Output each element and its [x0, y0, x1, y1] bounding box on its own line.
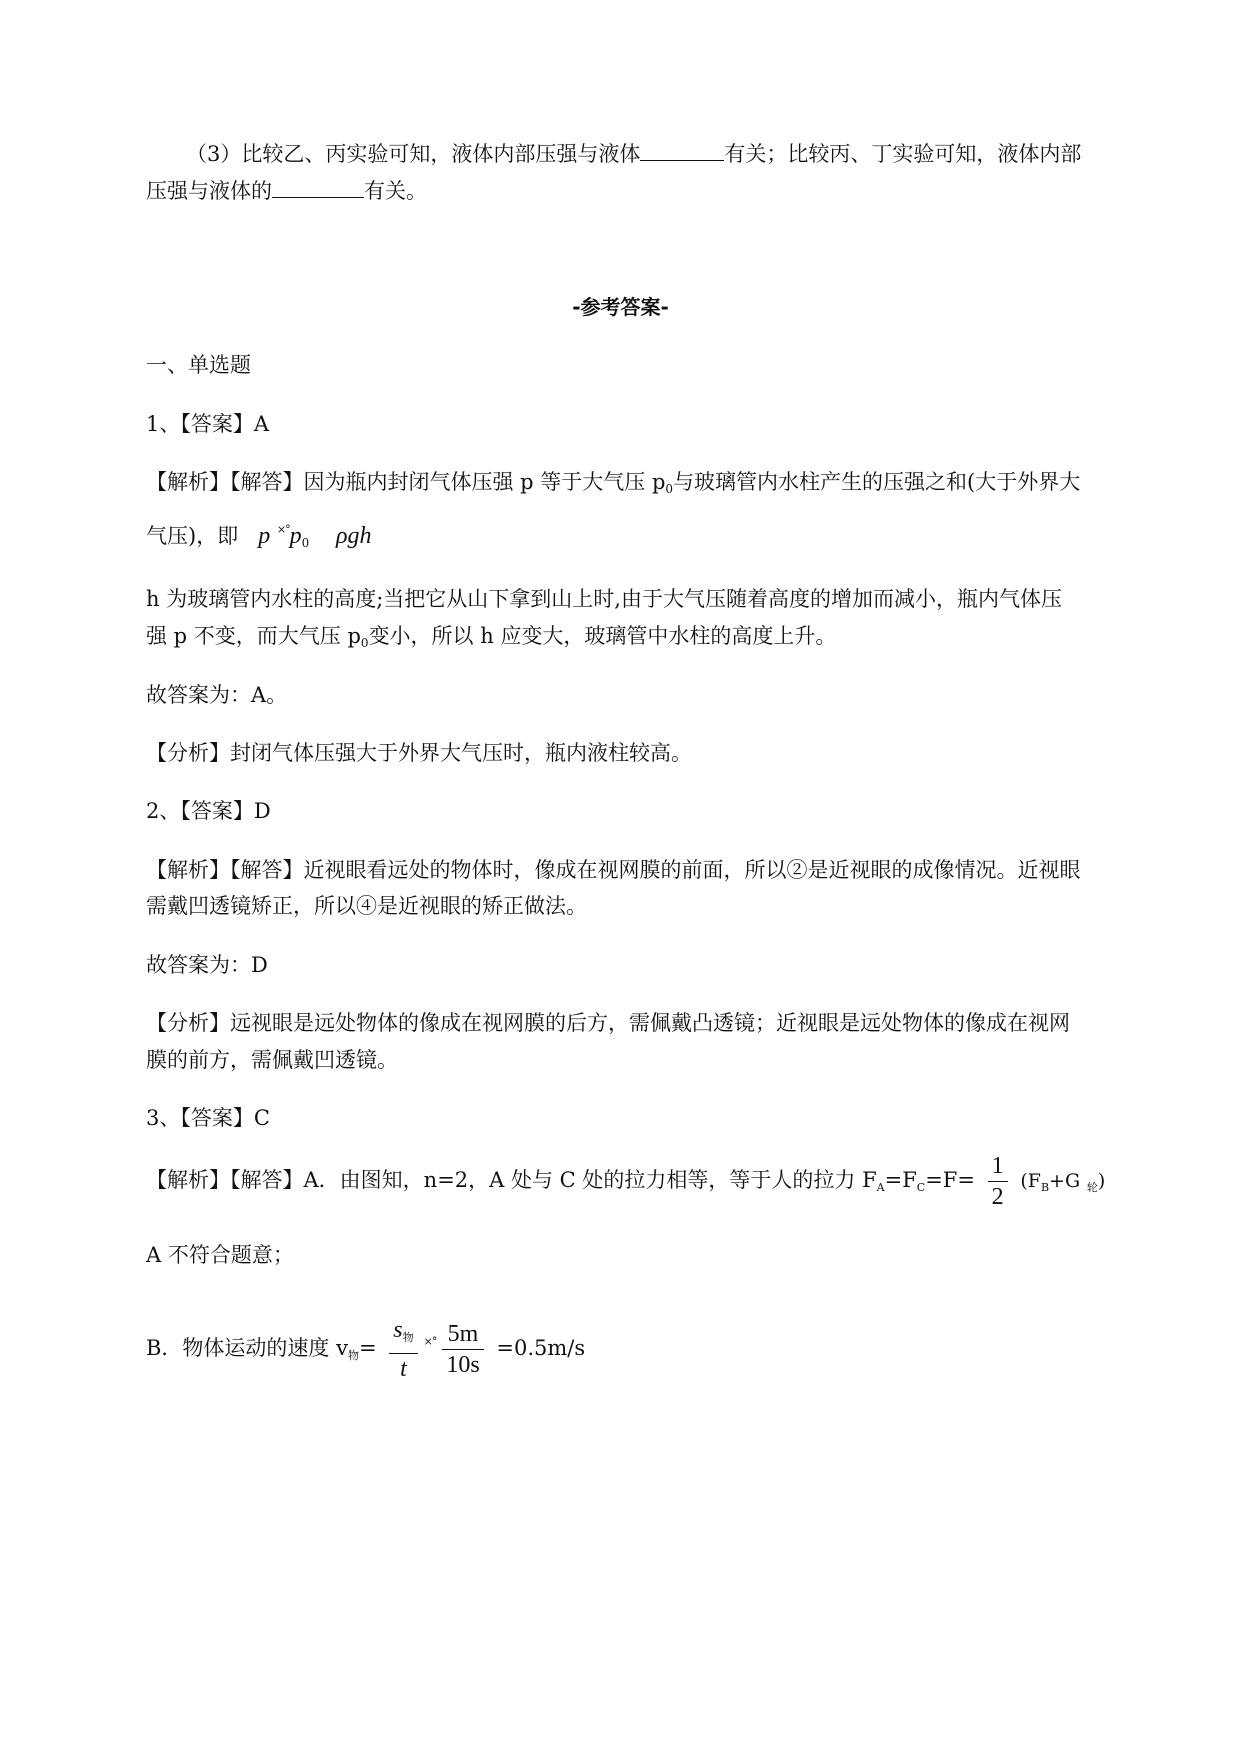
question-3-line-1 — [186, 138, 1081, 169]
fraction-denominator: t — [389, 1353, 417, 1384]
explanation-text: B．物体运动的速度 v — [146, 1336, 348, 1360]
answer-2-explanation-line-1: 【解析】【解答】近视眼看远处的物体时，像成在视网膜的前面，所以②是近视眼的成像情况。近视眼 — [146, 858, 1081, 882]
answer-1-explanation-line-1 — [146, 467, 1080, 504]
question-3-text: 有关；比较丙、丁实验可知，液体内部 — [724, 142, 1082, 166]
answer-3-explanation-line-1 — [146, 1148, 1105, 1220]
answer-blank[interactable] — [272, 175, 364, 198]
question-3-text: 有关。 — [364, 179, 427, 203]
formula-glyph: ×° — [276, 523, 290, 536]
question-3-text: （3）比较乙、丙实验可知，液体内部压强与液体 — [186, 142, 641, 166]
fraction-denominator: 10s — [442, 1349, 483, 1380]
answer-1-explanation-line-3: h 为玻璃管内水柱的高度;当把它从山下拿到山上时,由于大气压随着高度的增加而减小，瓶内气体压 — [146, 587, 1062, 611]
section-title: 一、单选题 — [146, 353, 251, 377]
answer-1-formula-line — [146, 515, 372, 558]
subscript: 0 — [665, 482, 674, 496]
formula-glyph: ×° — [423, 1335, 437, 1348]
answer-2-analysis-line-2: 膜的前方，需佩戴凹透镜。 — [146, 1048, 398, 1072]
answer-1-analysis: 【分析】封闭气体压强大于外界大气压时，瓶内液柱较高。 — [146, 741, 692, 765]
subscript: 物 — [402, 1332, 414, 1344]
explanation-text: 【解析】【解答】因为瓶内封闭气体压强 p 等于大气压 p — [146, 470, 666, 494]
answer-3-a-conclusion: A 不符合题意； — [146, 1243, 294, 1267]
explanation-text: 变小，所以 h 应变大，玻璃管中水柱的高度上升。 — [368, 624, 837, 648]
answer-2-conclusion: 故答案为：D — [146, 953, 268, 977]
subscript: C — [916, 1181, 926, 1194]
explanation-text: 与玻璃管内水柱产生的压强之和(大于外界大 — [673, 470, 1081, 494]
fraction-numerator-symbol: s — [393, 1317, 403, 1343]
answer-2-explanation-line-2: 需戴凹透镜矫正，所以④是近视眼的矫正做法。 — [146, 894, 587, 918]
fraction-s-over-t — [389, 1315, 417, 1384]
formula-result: =0.5m/s — [496, 1336, 586, 1360]
fraction-one-half — [988, 1151, 1008, 1212]
answer-1-conclusion: 故答案为：A。 — [146, 683, 288, 707]
formula-text: =F= — [925, 1168, 975, 1192]
explanation-text: 气压)，即 — [146, 524, 239, 548]
fraction-denominator: 2 — [988, 1181, 1008, 1212]
formula-text: ) — [1097, 1170, 1106, 1192]
subscript: A — [876, 1181, 885, 1194]
answer-blank[interactable] — [640, 138, 724, 161]
formula-symbol: p — [258, 523, 271, 549]
formula-text: (F — [1020, 1170, 1041, 1192]
formula-text: =F — [884, 1168, 917, 1192]
subscript: 轮 — [1086, 1181, 1098, 1194]
answer-1-label: 1、【答案】A — [146, 412, 270, 436]
answer-2-label: 2、【答案】D — [146, 799, 271, 823]
formula-text: +G — [1049, 1170, 1081, 1192]
fraction-5m-over-10s — [442, 1319, 483, 1380]
answer-3-b-line — [146, 1307, 585, 1391]
formula-symbol: ρgh — [335, 523, 372, 549]
formula-text: = — [358, 1336, 377, 1360]
fraction-numerator: 1 — [991, 1153, 1004, 1179]
subscript: 0 — [360, 636, 369, 650]
question-3-text: 压强与液体的 — [146, 179, 272, 203]
answer-2-analysis-line-1: 【分析】远视眼是远处物体的像成在视网膜的后方，需佩戴凸透镜；近视眼是远处物体的像成在视网 — [146, 1011, 1070, 1035]
subscript: 物 — [347, 1349, 359, 1362]
explanation-text: 强 p 不变，而大气压 p — [146, 624, 361, 648]
subscript: B — [1040, 1181, 1050, 1194]
answer-3-label: 3、【答案】C — [146, 1106, 270, 1130]
formula-symbol: p — [289, 523, 302, 549]
subscript: 0 — [301, 536, 310, 550]
fraction-numerator: 5m — [447, 1321, 479, 1347]
fraction-numerator — [389, 1315, 417, 1353]
answers-heading: -参考答案- — [572, 295, 669, 319]
answer-1-explanation-line-4 — [146, 621, 836, 658]
question-3-line-2 — [146, 175, 427, 206]
explanation-text: 【解析】【解答】A．由图知，n=2，A 处与 C 处的拉力相等，等于人的拉力 F — [146, 1168, 877, 1192]
